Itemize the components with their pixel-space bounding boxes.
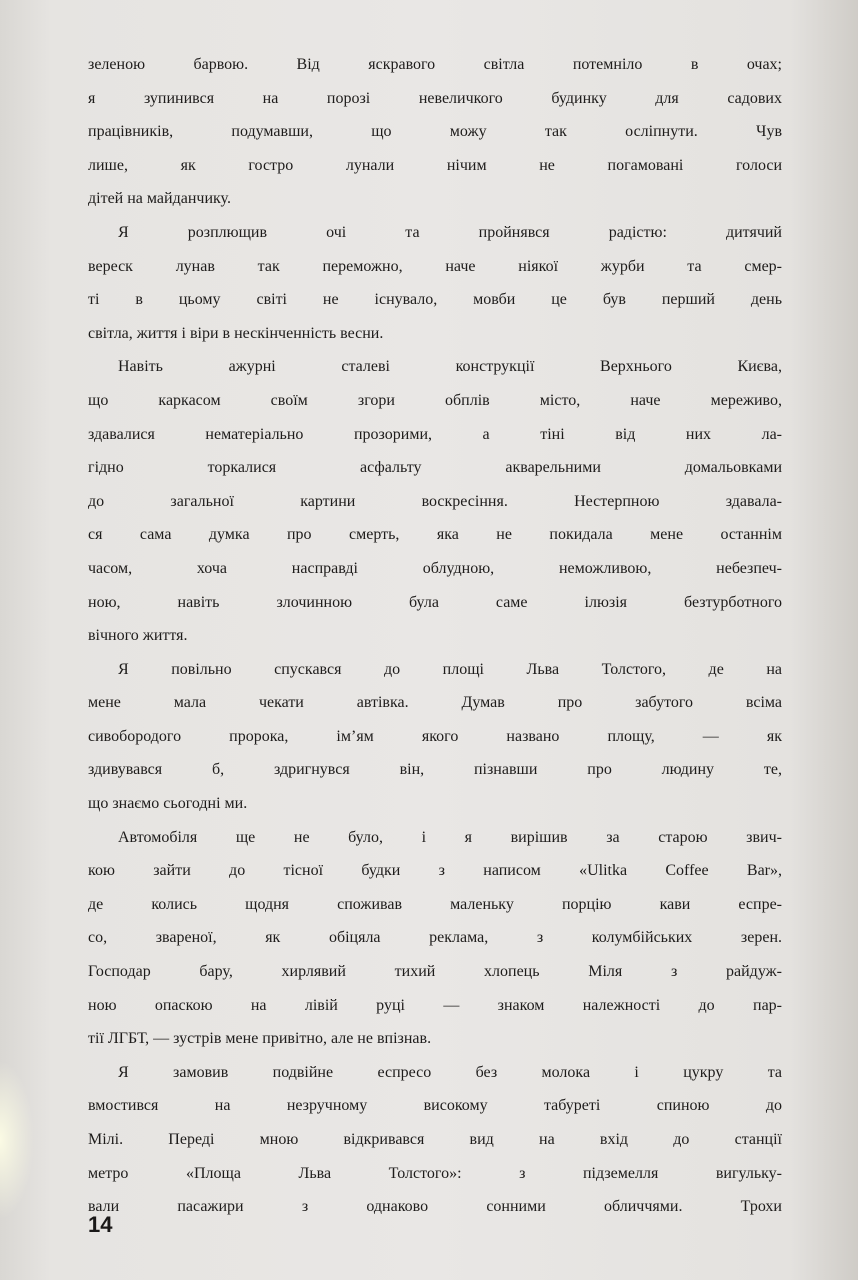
text-line: метро «Площа Льва Толстого»: з підземелля вигульку-	[88, 1164, 782, 1182]
text-line: здивувався б, здригнувся він, пізнавши про людину те,	[88, 761, 782, 779]
text-line: зеленою барвою. Від яскравого світла потемніло в очах;	[88, 56, 782, 73]
text-line: со, звареної, як обіцяла реклама, з колумбійських зерен.	[88, 929, 782, 947]
text-line: Я повільно спускався до площі Льва Толстого, де на	[118, 660, 782, 678]
text-line: часом, хоча насправді облудною, неможливою, небезпеч-	[88, 559, 782, 577]
text-line: ною опаскою на лівій руці — знаком належності до пар-	[88, 996, 782, 1014]
page-number: 14	[88, 1212, 113, 1237]
text-line: працівників, подумавши, що можу так осліпнути. Чув	[88, 123, 782, 141]
text-line: вереск лунав так переможно, наче ніякої журби та смер-	[88, 257, 782, 275]
text-line: світла, життя і віри в нескінченність весни.	[88, 324, 384, 342]
text-line: Навіть ажурні сталеві конструкції Верхнього Києва,	[118, 358, 782, 376]
text-line: Автомобіля ще не було, і я вирішив за старою звич-	[118, 828, 782, 846]
text-line: дітей на майданчику.	[88, 190, 231, 208]
text-line: Мілі. Переді мною відкривався вид на вхід до станції	[88, 1131, 782, 1148]
light-glare	[0, 1060, 34, 1220]
text-line: Я розплющив очі та пройнявся радістю: дитячий	[118, 223, 782, 241]
text-line: вали пасажири з однаково сонними обличчями. Трохи	[88, 1198, 782, 1216]
text-line: до загальної картини воскресіння. Нестерпною здавала-	[88, 492, 782, 510]
text-line: що каркасом своїм згори обплів місто, наче мереживо,	[88, 391, 782, 409]
text-line: ті в цьому світі не існувало, мовби це був перший день	[88, 291, 782, 309]
text-line: Господар бару, хирлявий тихий хлопець Міля з райдуж-	[88, 963, 782, 981]
body-text	[88, 56, 782, 1232]
text-line: вмостився на незручному високому табуреті спиною до	[88, 1097, 782, 1115]
text-line: ся сама думка про смерть, яка не покидала мене останнім	[88, 526, 782, 544]
text-line: Я замовив подвійне еспресо без молока і цукру та	[118, 1063, 782, 1081]
text-line: я зупинився на порозі невеличкого будинку для садових	[88, 89, 782, 107]
text-line: сивобородого пророка, ім’ям якого названо площу, — як	[88, 727, 782, 745]
text-line: ною, навіть злочинною була саме ілюзія безтурботного	[88, 593, 782, 611]
text-line: лише, як гостро лунали нічим не погамовані голоси	[88, 156, 782, 174]
text-line: здавалися нематеріально прозорими, а тіні від них ла-	[88, 425, 782, 443]
text-line: де колись щодня споживав маленьку порцію кави еспре-	[88, 895, 782, 913]
text-line: гідно торкалися асфальту акварельними домальовками	[88, 459, 782, 477]
text-line: мене мала чекати автівка. Думав про забутого всіма	[88, 694, 782, 712]
text-line: що знаємо сьогодні ми.	[88, 795, 248, 813]
text-line: вічного життя.	[88, 627, 188, 645]
text-line: тії ЛГБТ, — зустрів мене привітно, але не впізнав.	[88, 1030, 432, 1048]
text-line: кою зайти до тісної будки з написом «Ulitka Coffee Bar»,	[88, 862, 782, 880]
